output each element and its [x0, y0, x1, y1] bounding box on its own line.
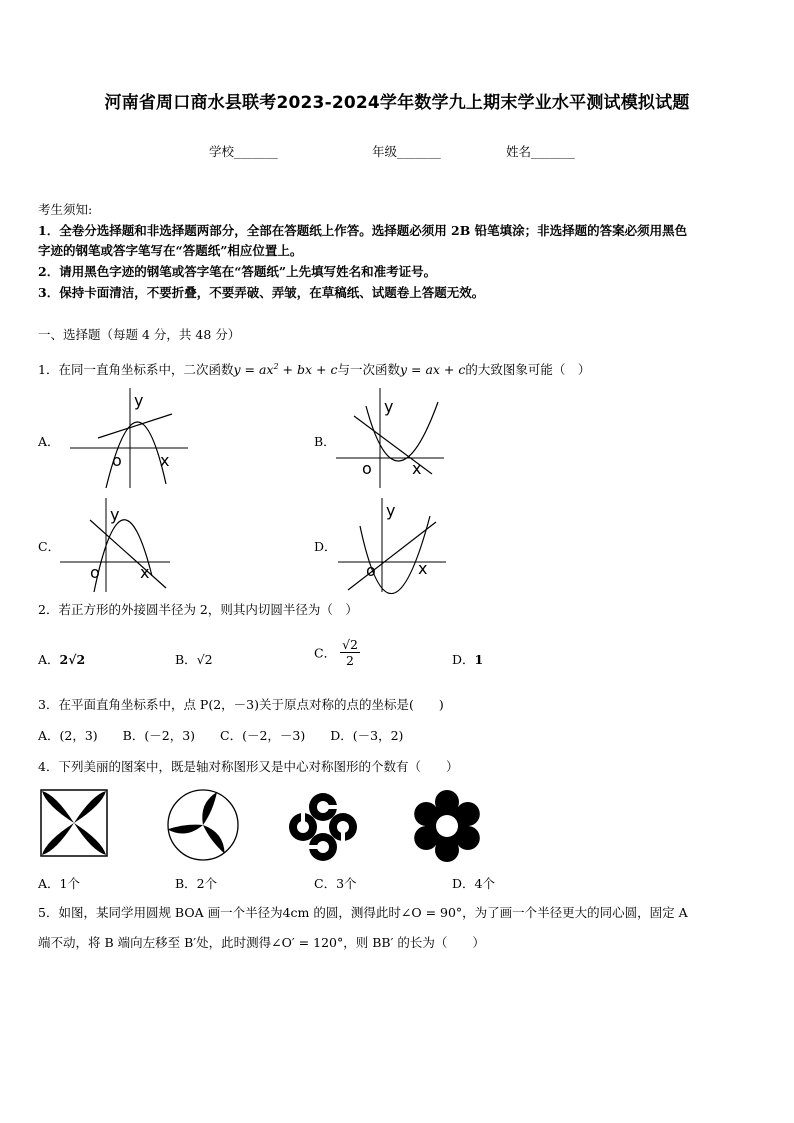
q2-option-c-fraction	[340, 637, 360, 668]
graph-c-y-label: y	[110, 505, 120, 524]
page-title: 河南省周口商水县联考2023-2024学年数学九上期末学业水平测试模拟试题	[104, 93, 690, 113]
q2-option-b-value: √2	[196, 652, 213, 667]
q2-option-a	[38, 650, 85, 668]
q1-graph-a	[70, 388, 190, 490]
school-field: 学校_______	[209, 144, 278, 159]
q4-pattern-flower	[410, 789, 484, 863]
q1-formula-2: y = ax + c	[399, 362, 466, 378]
graph-d-y-label: y	[386, 501, 396, 520]
q1-pre: 1．在同一直角坐标系中，二次函数	[38, 362, 234, 378]
q1-post: 的大致图象可能（ ）	[465, 362, 591, 378]
q1-formula-1-exponent: 2	[273, 362, 279, 371]
q1-option-a-label: A．	[38, 434, 60, 449]
notice-item-1b: 字迹的钢笔或答字笔写在“答题纸”相应位置上。	[38, 243, 303, 258]
question-2: 2．若正方形的外接圆半径为 2，则其内切圆半径为（ ）	[38, 602, 358, 617]
graph-a-y-label: y	[134, 391, 144, 410]
q1-graph-c	[60, 496, 172, 594]
q4-pattern-hook-rings	[286, 790, 360, 864]
notice-item-3: 3．保持卡面清洁，不要折叠，不要弄破、弄皱，在草稿纸、试题卷上答题无效。	[38, 285, 485, 300]
q4-option-d: D．4个	[452, 876, 495, 891]
q2-option-c-numerator: √2	[342, 637, 358, 652]
q4-option-b: B．2个	[175, 876, 218, 891]
graph-a-origin-label: o	[112, 451, 122, 470]
question-1	[38, 357, 590, 380]
graph-d-origin-label: o	[366, 561, 376, 580]
q2-option-a-value: 2√2	[59, 652, 86, 667]
q2-option-d-value: 1	[474, 652, 484, 667]
q2-option-c-label: C．	[314, 645, 337, 661]
q2-option-a-label: A．	[38, 652, 60, 667]
q2-option-b	[175, 650, 213, 668]
question-5-line-2: 端不动，将 B 端向左移至 B′处，此时测得∠O′ = 120°，则 BB′ 的长为（ ）	[38, 935, 485, 950]
graph-c-x-label: x	[140, 563, 150, 582]
q1-graph-d	[338, 496, 448, 594]
question-4: 4．下列美丽的图案中，既是轴对称图形又是中心对称图形的个数有（ ）	[38, 759, 459, 774]
q2-option-d-label: D．	[452, 652, 475, 667]
q1-option-d-label: D．	[314, 539, 337, 554]
q2-option-b-label: B．	[175, 652, 197, 667]
grade-field: 年级_______	[372, 144, 441, 159]
q1-formula-1a: y = ax	[233, 362, 274, 378]
q1-graph-b	[336, 388, 446, 490]
q2-option-c	[314, 637, 360, 668]
q1-option-c-label: C．	[38, 539, 61, 554]
q2-option-d	[452, 650, 483, 668]
name-field: 姓名_______	[506, 144, 575, 159]
q4-option-a: A．1个	[38, 876, 80, 891]
graph-c-origin-label: o	[90, 563, 100, 582]
graph-b-y-label: y	[384, 397, 394, 416]
q4-option-c: C．3个	[314, 876, 357, 891]
graph-d-x-label: x	[418, 559, 428, 578]
graph-b-origin-label: o	[362, 459, 372, 478]
question-3: 3．在平面直角坐标系中，点 P(2，－3)关于原点对称的点的坐标是( )	[38, 697, 444, 712]
graph-b-x-label: x	[412, 459, 422, 478]
notice-item-2: 2．请用黑色字迹的钢笔或答字笔在“答题纸”上先填写姓名和准考证号。	[38, 264, 437, 279]
q3-options: A．(2，3) B．(－2，3) C．(－2，－3) D．(－3，2)	[38, 728, 404, 743]
q4-pattern-square-petals	[40, 789, 108, 857]
notice-heading: 考生须知:	[38, 202, 93, 217]
q2-option-c-denominator: 2	[346, 653, 354, 668]
q4-pattern-three-blades	[166, 788, 240, 862]
notice-item-1a: 1．全卷分选择题和非选择题两部分，全部在答题纸上作答。选择题必须用 2B 铅笔填涂；非选择题的答案必须用黑色	[38, 223, 688, 238]
graph-a-x-label: x	[160, 451, 170, 470]
q1-formula-1b: + bx + c	[278, 362, 338, 378]
q1-mid: 与一次函数	[337, 362, 400, 378]
q1-option-b-label: B．	[314, 434, 336, 449]
section-heading: 一、选择题（每题 4 分，共 48 分）	[38, 327, 241, 342]
question-5-line-1: 5．如图，某同学用圆规 BOA 画一个半径为4cm 的圆，测得此时∠O = 90°，为了画一个半径更大的同心圆，固定 A	[38, 905, 688, 920]
